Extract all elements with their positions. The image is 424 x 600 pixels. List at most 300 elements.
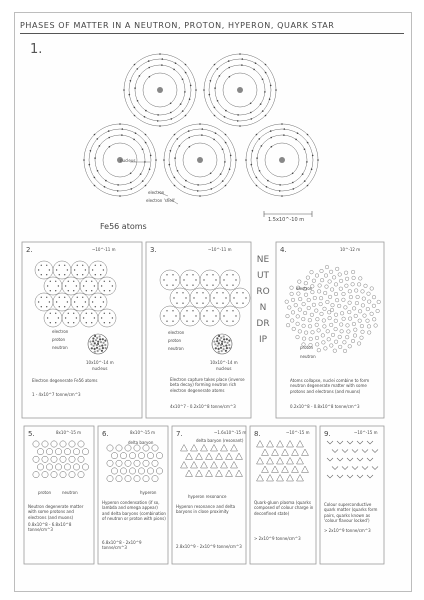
nucleon (342, 298, 346, 302)
nucleon (320, 312, 324, 316)
atom-circle (89, 261, 107, 279)
electron-dot (109, 146, 111, 148)
nucleon (348, 345, 352, 349)
electron-dot (317, 159, 319, 161)
particle (152, 460, 158, 466)
electron-dot (109, 290, 110, 291)
electron-dot (236, 292, 237, 293)
nucleon (225, 345, 227, 347)
quark-triangle (287, 475, 294, 482)
nucleon (354, 328, 358, 332)
electron-dot (82, 274, 83, 275)
quark-triangle (277, 475, 284, 482)
electron-dot (68, 290, 69, 291)
electron-dot (283, 134, 285, 136)
quark-triangle (191, 462, 198, 469)
quark-pair (327, 475, 333, 478)
nucleon (333, 349, 337, 353)
electron-dot (233, 297, 234, 298)
nucleon (94, 342, 96, 344)
electron-dot (179, 145, 181, 147)
nucleon (322, 319, 326, 323)
electron-dot (109, 322, 110, 323)
section1-number: 1. (30, 42, 43, 57)
electron-dot (183, 315, 184, 316)
electron-dot (68, 322, 69, 323)
quark-pair (347, 441, 353, 444)
electron-dot (55, 313, 56, 314)
panel-2-inset-label: nucleus (92, 366, 108, 371)
electron-dot (94, 157, 96, 159)
electron-dot (170, 150, 172, 152)
nucleon (221, 341, 223, 343)
particle (116, 445, 122, 451)
nucleon (362, 297, 366, 301)
panel-3-density: 4x10^7 - 0.2x10^8 tonne/cm^3 (170, 404, 236, 409)
electron-dot (94, 177, 96, 179)
electron-dot (180, 103, 182, 105)
electron-dot (117, 190, 119, 192)
panel-9-number: 9. (324, 430, 331, 438)
quark-triangle (231, 445, 238, 452)
electron-dot (142, 180, 144, 182)
nucleon (353, 334, 357, 338)
nucleon (104, 344, 106, 346)
nucleon (374, 324, 378, 328)
particle (78, 441, 84, 447)
electron-dot (232, 310, 233, 311)
nucleon (96, 337, 98, 339)
atom-circle (98, 309, 116, 327)
panel-3-number: 3. (150, 246, 157, 254)
electron-dot (104, 186, 106, 188)
electron-dot (166, 310, 167, 311)
nucleon (328, 280, 332, 284)
nucleon (229, 347, 231, 349)
nucleon (345, 277, 349, 281)
electron-dot (256, 134, 258, 136)
electron-dot (74, 301, 75, 302)
electron-dot (83, 159, 85, 161)
quark-triangle (196, 470, 203, 477)
electron-dot (95, 274, 96, 275)
quark-triangle (216, 453, 223, 460)
panel-7-caption: Hyperon resonance and delta baryons in close proximity (176, 504, 236, 515)
electron-dot (108, 130, 110, 132)
nucleon (338, 345, 342, 349)
electron-dot (166, 321, 167, 322)
electron-dot (185, 115, 187, 117)
electron-dot (201, 134, 203, 136)
electron-dot (166, 274, 167, 275)
particle (125, 460, 131, 466)
nucleon (325, 265, 329, 269)
nucleon (292, 327, 296, 331)
electron-dot (73, 322, 74, 323)
electron-dot (82, 265, 83, 266)
nucleon (351, 283, 355, 287)
particle (64, 449, 70, 455)
particle (120, 453, 126, 459)
electron-dot (64, 306, 65, 307)
electron-dot (175, 62, 177, 64)
electron-dot (304, 148, 306, 150)
electron-dot (242, 292, 243, 293)
electron-dot (202, 128, 204, 130)
nucleon (97, 350, 99, 352)
electron-dot (222, 180, 224, 182)
particle (82, 464, 88, 470)
particle (73, 464, 79, 470)
electron-dot (50, 290, 51, 291)
particle (69, 456, 75, 462)
nucleon (376, 309, 380, 313)
electron-dot (145, 185, 147, 187)
electron-dot (47, 285, 48, 286)
nucleon (366, 319, 370, 323)
nucleon (315, 336, 319, 340)
electron-dot (73, 281, 74, 282)
electron-dot (265, 64, 267, 66)
quark-pair (337, 441, 343, 444)
electron-dot (256, 185, 258, 187)
quark-triangle (267, 475, 274, 482)
panel-9-art (327, 441, 378, 478)
quark-pair (367, 475, 373, 478)
particle (107, 460, 113, 466)
nucleon (331, 303, 335, 307)
electron-dot (186, 310, 187, 311)
electron-dot (175, 279, 176, 280)
nucleon (329, 270, 333, 274)
electron-dot (89, 164, 91, 166)
panel-7-label-hyperon: hyperon resonance (188, 494, 227, 499)
electron-dot (203, 89, 205, 91)
electron-dot (225, 110, 227, 112)
electron-dot (212, 285, 213, 286)
electron-dot (196, 292, 197, 293)
fe56-label: Fe56 atoms (100, 222, 147, 231)
nucleon (332, 276, 336, 280)
nucleon (339, 287, 343, 291)
nucleon (352, 322, 356, 326)
nucleon (290, 292, 294, 296)
electron-dot (99, 145, 101, 147)
electron-dot (83, 285, 84, 286)
quark-pair (357, 441, 363, 444)
electron-dot (182, 110, 184, 112)
nucleon (226, 338, 228, 340)
nucleon (320, 278, 324, 282)
electron-dot (236, 303, 237, 304)
nucleon (307, 306, 311, 310)
nucleon (92, 337, 94, 339)
quark-triangle (257, 475, 264, 482)
particle (55, 464, 61, 470)
electron-dot (109, 281, 110, 282)
nucleon (329, 323, 333, 327)
quark-triangle (277, 458, 284, 465)
nucleus-label: nucleus (120, 158, 136, 163)
electron-dot (119, 195, 121, 197)
atom-circle (53, 293, 71, 311)
electron-dot (307, 142, 309, 144)
nucleon (319, 296, 323, 300)
particle (107, 475, 113, 481)
electron-dot (264, 91, 266, 93)
nucleon (218, 342, 220, 344)
nucleon (312, 303, 316, 307)
electron-dot (142, 148, 144, 150)
quark-pair (352, 450, 358, 453)
electron-dot (242, 58, 244, 60)
electron-dot (203, 279, 204, 280)
panel-5-label-neutron: neutron (62, 490, 78, 495)
electron-dot (86, 313, 87, 314)
nucleon (310, 313, 314, 317)
electron-dot (183, 279, 184, 280)
nucleon (94, 348, 96, 350)
atom-circle (220, 270, 240, 290)
particle (143, 445, 149, 451)
nucleon (100, 341, 102, 343)
fe56-atom (163, 123, 237, 197)
quark-triangle (282, 466, 289, 473)
particle (33, 471, 39, 477)
quark-pair (337, 458, 343, 461)
particle (51, 456, 57, 462)
electron-dot (68, 313, 69, 314)
atom-circle (53, 261, 71, 279)
electron-dot (91, 290, 92, 291)
quark-pair (337, 475, 343, 478)
quark-triangle (262, 466, 269, 473)
quark-triangle (206, 470, 213, 477)
electron-dot (108, 137, 110, 139)
nucleon (296, 335, 300, 339)
nucleon (354, 289, 358, 293)
nucleon (358, 310, 362, 314)
particle (111, 468, 117, 474)
quark-pair (372, 467, 378, 470)
particle (46, 464, 52, 470)
nucleon (364, 284, 368, 288)
electron-dot (140, 173, 142, 175)
panel-9-density: > 2x10^9 tonne/cm^3 (324, 528, 371, 533)
electron-dot (224, 116, 226, 118)
nucleon (315, 309, 319, 313)
electron-dot (169, 164, 171, 166)
nucleon (294, 303, 298, 307)
nucleon (302, 337, 306, 341)
quark-pair (367, 458, 373, 461)
particle (73, 449, 79, 455)
nucleon (94, 351, 96, 353)
electron-dot (56, 301, 57, 302)
nucleon (308, 325, 312, 329)
nucleon (323, 307, 327, 311)
electron-dot (173, 69, 175, 71)
electron-label: electron (148, 190, 165, 195)
electron-dot (242, 303, 243, 304)
nucleon (342, 317, 346, 321)
nucleon (334, 327, 338, 331)
particle (33, 456, 39, 462)
electron-dot (83, 317, 84, 318)
nucleon (357, 342, 361, 346)
electron-dot (232, 285, 233, 286)
quark-pair (347, 475, 353, 478)
nucleon (219, 339, 221, 341)
electron-dot (306, 161, 308, 163)
electron-dot (222, 303, 223, 304)
electron-dot (212, 310, 213, 311)
electron-dot (177, 170, 179, 172)
electron-dot (250, 103, 252, 105)
electron-dot (86, 290, 87, 291)
nucleon (340, 330, 344, 334)
electron-dot (214, 107, 216, 109)
quark-triangle (221, 445, 228, 452)
electron-dot (271, 146, 273, 148)
nucleon (304, 331, 308, 335)
electron-dot (223, 279, 224, 280)
particle (143, 475, 149, 481)
electron-dot (219, 75, 221, 77)
electron-dot (41, 265, 42, 266)
electron-dot (237, 120, 239, 122)
electron-dot (82, 306, 83, 307)
panel-8-frame (250, 426, 316, 564)
nucleon (367, 325, 371, 329)
electron-dot (192, 310, 193, 311)
nucleon (216, 337, 218, 339)
electron-dot (47, 317, 48, 318)
panel-5-number: 5. (28, 430, 35, 438)
nucleon (338, 273, 342, 277)
particle (125, 445, 131, 451)
electron-dot (190, 85, 192, 87)
quark-triangle (267, 458, 274, 465)
electron-dot (293, 188, 295, 190)
quark-triangle (211, 462, 218, 469)
electron-dot (174, 185, 176, 187)
electron-dot (77, 265, 78, 266)
panel-4-density: 0.2x10^8 - 0.8x10^8 tonne/cm^3 (290, 404, 360, 409)
electron-dot (307, 134, 309, 136)
panel-6-art (107, 445, 163, 482)
quark-triangle (302, 466, 309, 473)
panel-3-inset-scale: 10x10^-14 m (210, 360, 238, 365)
quark-pair (327, 441, 333, 444)
particle (37, 449, 43, 455)
nucleon (218, 335, 220, 337)
particle (111, 453, 117, 459)
panel-6-label-hyperon: hyperon (140, 490, 157, 495)
quark-triangle (226, 470, 233, 477)
electron-dot (267, 180, 269, 182)
quark-triangle (226, 453, 233, 460)
quark-triangle (236, 453, 243, 460)
electron-dot (92, 269, 93, 270)
electron-dot (161, 64, 163, 66)
particle (69, 441, 75, 447)
electron-dot (184, 186, 186, 188)
electron-dot (270, 85, 272, 87)
electron-dot (195, 89, 197, 91)
nucleon (223, 335, 225, 337)
electron-dot (188, 137, 190, 139)
electron-dot (77, 306, 78, 307)
panel-4-caption: Atoms collapse, nuclei combine to form neutron degenerate matter with some protons and electrons (and muons) (290, 378, 370, 394)
nucleon (313, 296, 317, 300)
nucleon (298, 280, 302, 284)
electron-dot (170, 112, 172, 114)
electron-dot (41, 306, 42, 307)
panel-8-scale: ~10^-15 m (286, 430, 310, 435)
nucleon (348, 310, 352, 314)
nucleon (302, 317, 306, 321)
electron-dot (67, 301, 68, 302)
electron-dot (64, 265, 65, 266)
atom-circle (71, 261, 89, 279)
nucleon (354, 314, 358, 318)
panel-2-label-electron: electron (52, 329, 69, 334)
nucleon (291, 298, 295, 302)
nucleon (324, 347, 328, 351)
quark-pair (327, 458, 333, 461)
electron-dot (226, 285, 227, 286)
electron-dot (226, 274, 227, 275)
quark-pair (352, 467, 358, 470)
nucleon (291, 311, 295, 315)
electron-dot (46, 297, 47, 298)
particle (116, 475, 122, 481)
electron-dot (192, 321, 193, 322)
electron-dot (149, 76, 151, 78)
atom-circle (180, 306, 200, 326)
particle (33, 441, 39, 447)
electron-dot (64, 297, 65, 298)
nucleus (237, 87, 243, 93)
electron-dot (186, 321, 187, 322)
nucleon (330, 344, 334, 348)
electron-dot (202, 292, 203, 293)
scale-label-1: 1.5x10^-10 m (268, 217, 305, 223)
nucleon (347, 330, 351, 334)
electron-dot (172, 285, 173, 286)
electron-dot (261, 145, 263, 147)
electron-dot (206, 285, 207, 286)
nucleon (361, 330, 365, 334)
nucleon (367, 300, 371, 304)
nucleon (307, 298, 311, 302)
electron-dot (211, 188, 213, 190)
electron-dot (74, 269, 75, 270)
electron-dot (91, 322, 92, 323)
nucleon (357, 283, 361, 287)
particle (60, 456, 66, 462)
nucleon (356, 295, 360, 299)
nucleon (93, 345, 95, 347)
panel-8-caption: Quark-gluon plasma (quarks composed of colour charge in deconfined state) (254, 500, 314, 516)
quark-pair (342, 467, 348, 470)
nucleon (96, 344, 98, 346)
nucleon (311, 331, 315, 335)
electron-dot (262, 78, 264, 80)
particle (78, 471, 84, 477)
nucleon (320, 269, 324, 273)
